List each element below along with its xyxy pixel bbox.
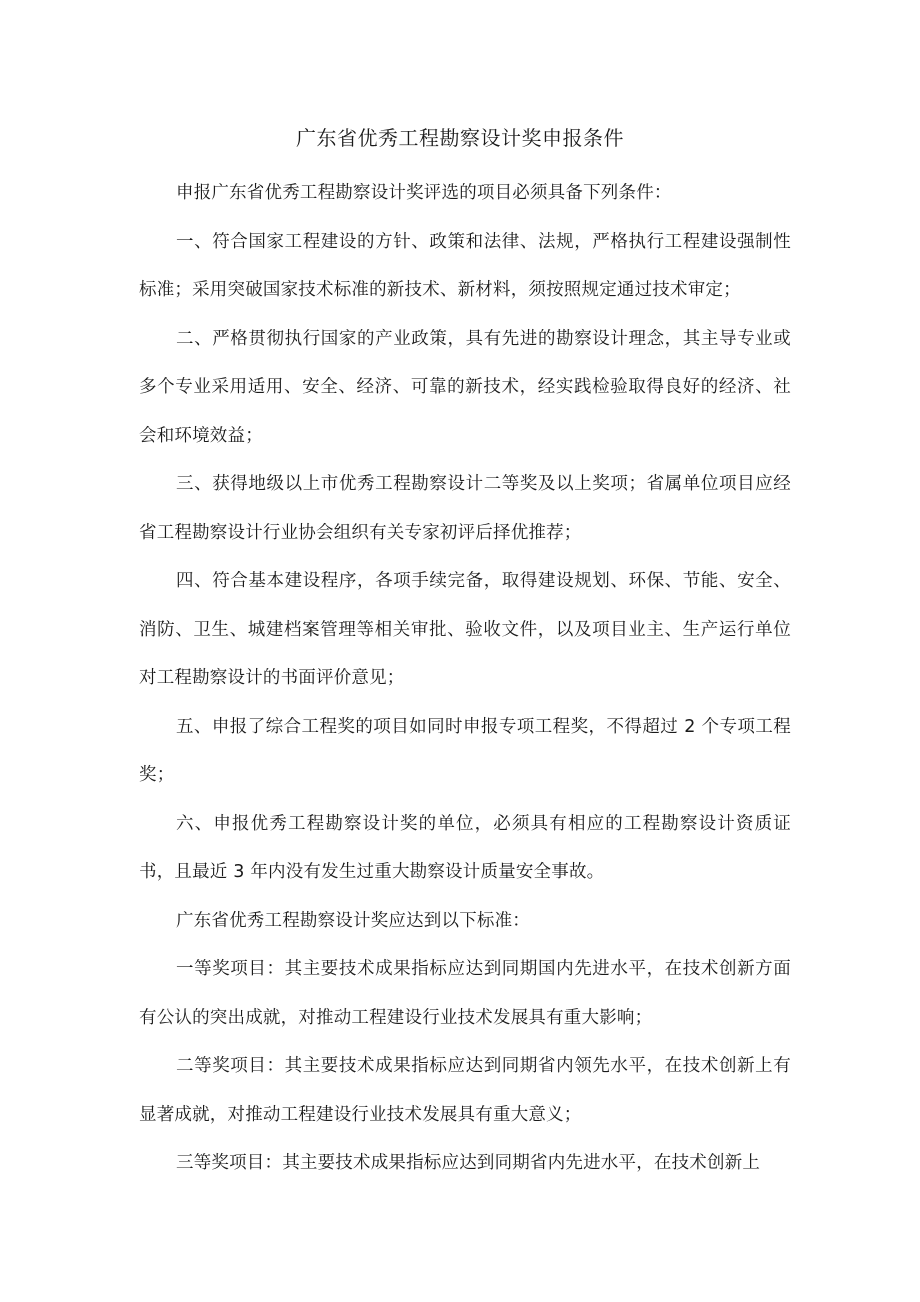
document-body [139,169,791,1188]
paragraph-third-prize: 三等奖项目：其主要技术成果指标应达到同期省内先进水平，在技术创新上 [176,1153,761,1173]
paragraph-condition-2: 二、严格贯彻执行国家的产业政策，具有先进的勘察设计理念，其主导专业或多个专业采用适用、安全、经济、可靠的新技术，经实践检验取得良好的经济、社会和环境效益； [139,328,791,446]
paragraph-first-prize: 一等奖项目：其主要技术成果指标应达到同期国内先进水平，在技术创新方面有公认的突出成就，对推动工程建设行业技术发展具有重大影响； [139,959,791,1028]
paragraph-condition-4: 四、符合基本建设程序，各项手续完备，取得建设规划、环保、节能、安全、消防、卫生、城建档案管理等相关审批、验收文件，以及项目业主、生产运行单位对工程勘察设计的书面评价意见； [139,571,791,688]
page-title: 广东省优秀工程勘察设计奖申报条件 [296,126,624,150]
paragraph-intro: 申报广东省优秀工程勘察设计奖评选的项目必须具备下列条件： [176,183,672,203]
paragraph-condition-3: 三、获得地级以上市优秀工程勘察设计二等奖及以上奖项；省属单位项目应经省工程勘察设计行业协会组织有关专家初评后择优推荐； [139,474,791,543]
paragraph-condition-1: 一、符合国家工程建设的方针、政策和法律、法规，严格执行工程建设强制性标准；采用突破国家技术标准的新技术、新材料，须按照规定通过技术审定； [139,231,791,300]
paragraph-standards-intro: 广东省优秀工程勘察设计奖应达到以下标准： [176,910,530,931]
paragraph-condition-6: 六、申报优秀工程勘察设计奖的单位，必须具有相应的工程勘察设计资质证书，且最近 3 年内没有发生过重大勘察设计质量安全事故。 [139,813,791,882]
paragraph-condition-5: 五、申报了综合工程奖的项目如同时申报专项工程奖，不得超过 2 个专项工程奖； [139,716,791,785]
paragraph-second-prize: 二等奖项目：其主要技术成果指标应达到同期省内领先水平，在技术创新上有显著成就，对推动工程建设行业技术发展具有重大意义； [139,1056,791,1125]
